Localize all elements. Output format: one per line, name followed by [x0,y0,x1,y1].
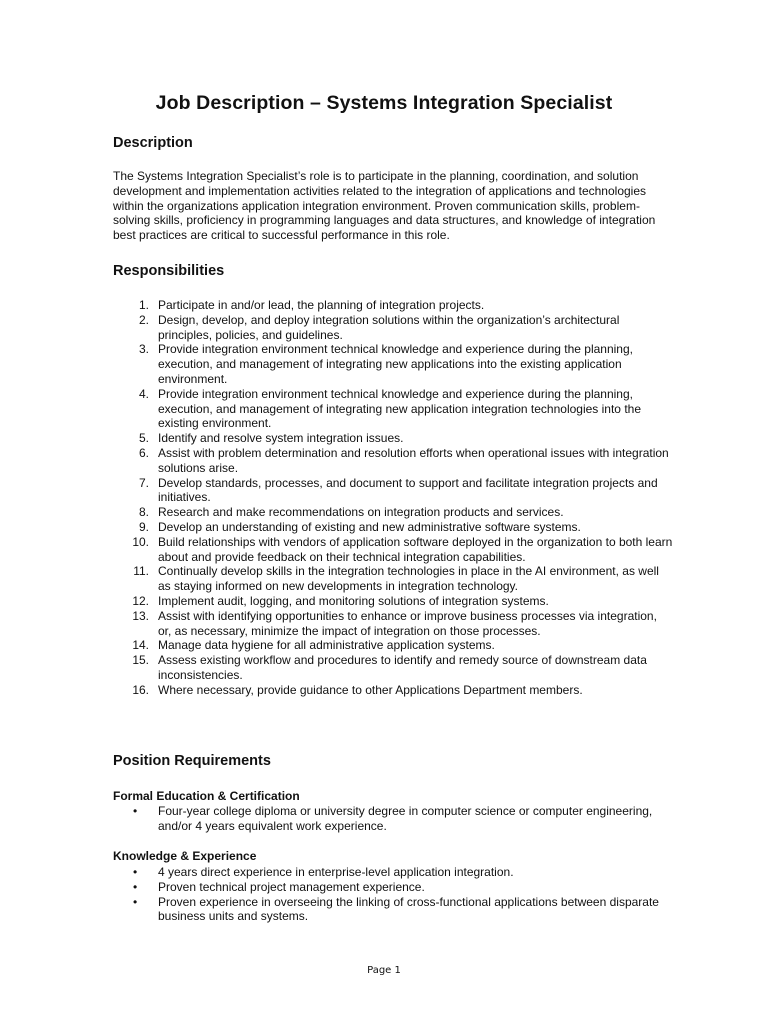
list-item [113,804,673,834]
list-item-text: Four-year college diploma or university degree in computer science or computer engineering, and/or 4 years equivalent work experience. [158,804,653,833]
list-item-number: 5. [138,431,149,446]
education-list [113,804,673,834]
document-title: Job Description – Systems Integration Specialist [155,92,613,114]
list-item-text: Provide integration environment technical knowledge and experience during the planning, execution, and management of integrating new application integration technologies into the existing environment. [158,386,641,431]
description-heading: Description [113,135,193,151]
list-item-number: 15. [132,653,149,668]
bullet-icon: • [133,804,138,818]
list-item [113,431,673,446]
list-item-number: 14. [132,638,149,653]
bullet-icon: • [133,879,138,894]
list-item [113,880,673,895]
list-item-text: Where necessary, provide guidance to other Applications Department members. [158,682,583,697]
requirements-heading: Position Requirements [113,753,271,769]
list-item-text: Develop an understanding of existing and new administrative software systems. [158,519,581,534]
list-item-text: Manage data hygiene for all administrative application systems. [158,638,495,653]
knowledge-heading: Knowledge & Experience [113,849,257,863]
list-item [113,594,673,609]
list-item-number: 2. [138,312,149,327]
list-item-text: Research and make recommendations on integration products and services. [158,505,564,520]
list-item [113,505,673,520]
list-item-number: 1. [138,298,149,312]
list-item [113,564,673,594]
list-item-text: Continually develop skills in the integration technologies in place in the AI environment, as well as staying informed on new developments in integration technology. [158,564,659,594]
list-item [113,520,673,535]
list-item [113,342,673,386]
list-item [113,653,673,683]
list-item-text: 4 years direct experience in enterprise-level application integration. [158,865,514,879]
responsibilities-heading: Responsibilities [113,263,225,279]
list-item [113,476,673,506]
page-number: Page 1 [367,965,401,976]
list-item-number: 13. [132,608,149,623]
list-item-text: Provide integration environment technical knowledge and experience during the planning, execution, and management of integrating new applications into the existing application environment. [158,342,633,386]
list-item-text: Develop standards, processes, and document to support and facilitate integration projects and initiatives. [158,475,658,505]
list-item-number: 4. [138,386,149,401]
list-item-text: Design, develop, and deploy integration solutions within the organization’s architectural principles, policies, and guidelines. [158,312,620,342]
list-item [113,535,673,565]
list-item-text: Identify and resolve system integration issues. [158,431,404,446]
list-item [113,895,673,925]
list-item-number: 16. [132,682,149,697]
list-item [113,865,673,880]
list-item-number: 7. [138,475,149,490]
list-item [113,313,673,343]
list-item [113,387,673,431]
list-item [113,683,673,698]
list-item [113,446,673,476]
list-item-number: 6. [138,445,149,460]
list-item-text: Participate in and/or lead, the planning of integration projects. [158,298,485,312]
list-item [113,609,673,639]
list-item-number: 11. [133,564,149,579]
responsibilities-list [113,298,673,698]
list-item-text: Build relationships with vendors of application software deployed in the organization to both learn about and provide feedback on their technical integration capabilities. [158,534,673,564]
list-item-text: Assist with identifying opportunities to enhance or improve business processes via integration, or, as necessary, minimize the impact of integration on those processes. [158,608,657,638]
list-item-number: 3. [138,342,149,357]
description-paragraph: The Systems Integration Specialist’s role is to participate in the planning, coordination, and solution development and implementation activities related to the integration of applications and technologies within the organizations application integration environment. Proven communication skills, problem-solving skills, proficiency in programming languages and data structures, and knowledge of integration best practices are critical to successful performance in this role. [113,169,656,243]
list-item [113,298,673,313]
list-item-text: Assess existing workflow and procedures to identify and remedy source of downstream data inconsistencies. [158,653,647,682]
list-item-number: 9. [138,519,149,534]
list-item-number: 8. [138,505,149,520]
list-item-text: Proven experience in overseeing the linking of cross-functional applications between disparate business units and systems. [158,894,659,924]
list-item-number: 12. [132,593,149,608]
list-item-number: 10. [132,534,149,549]
list-item-text: Implement audit, logging, and monitoring solutions of integration systems. [158,593,549,608]
bullet-icon: • [133,865,138,879]
list-item-text: Assist with problem determination and resolution efforts when operational issues with integration solutions arise. [158,445,669,475]
education-heading: Formal Education & Certification [113,789,300,803]
list-item [113,638,673,653]
bullet-icon: • [133,894,138,909]
list-item-text: Proven technical project management experience. [158,879,425,894]
knowledge-list [113,865,673,924]
